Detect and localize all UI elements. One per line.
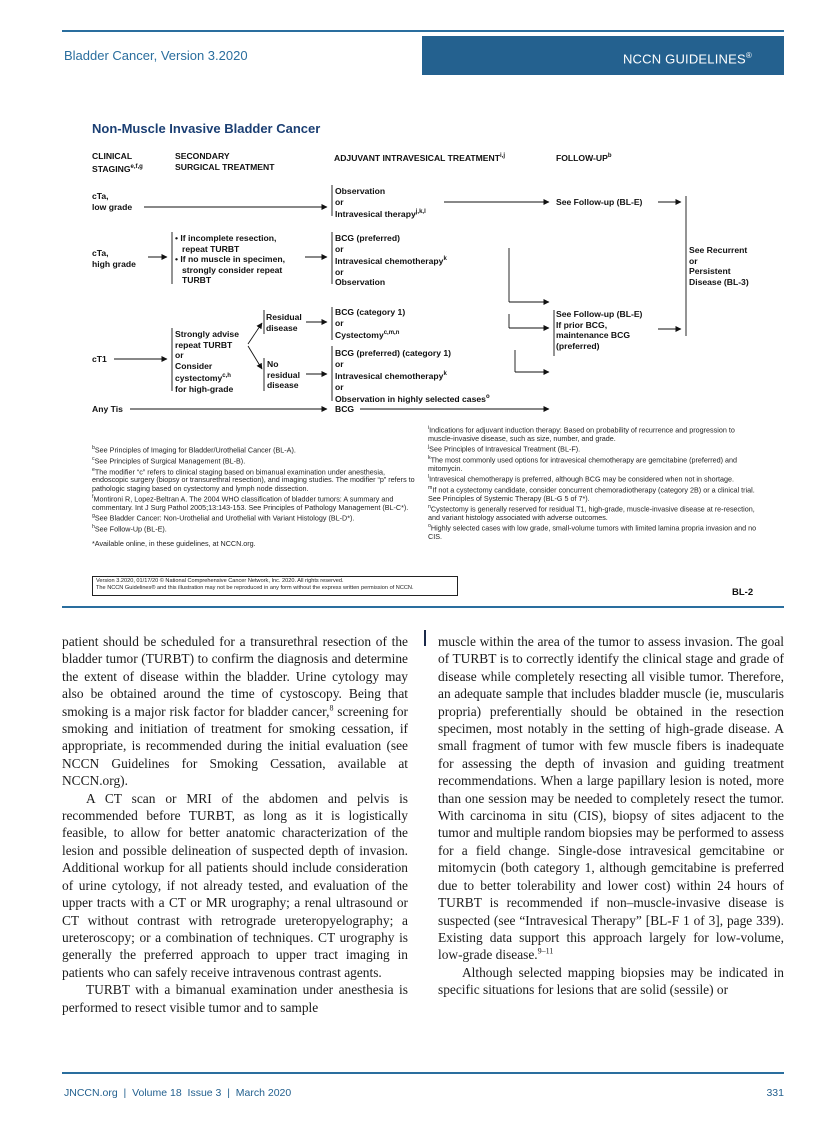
body-text: patient should be scheduled for a transurethral resection of the bladder tumor (TURBT) to confirm the diagnosis and determine the extent of disease within the bladder. Urine cytology may also be obtained around the time of cystoscopy. Being that smoking is a major risk factor for bladder cancer, xyxy=(62,634,408,719)
ct1-cystectomy-text: cystectomy xyxy=(175,373,223,384)
highgrade-secondary-line4: strongly consider repeat xyxy=(182,264,283,275)
figure-title: Non-Muscle Invasive Bladder Cancer xyxy=(92,121,321,136)
header-adjuvant xyxy=(334,151,505,163)
header-followup xyxy=(556,151,612,163)
registered-mark: ® xyxy=(745,51,752,60)
ct1-secondary-line5 xyxy=(175,371,239,383)
footnote-mark: b xyxy=(92,445,95,451)
footnote xyxy=(92,512,422,523)
footnote-text: See Principles of Surgical Management (BL-B). xyxy=(94,456,246,466)
footer-rule xyxy=(62,1072,784,1074)
no-residual-intravesical xyxy=(335,369,490,381)
followup-ct1-line2: If prior BCG, xyxy=(556,319,608,330)
lowgrade-observation: Observation xyxy=(335,186,386,196)
footnote xyxy=(428,473,758,484)
residual-cystectomy-text: Cystectomy xyxy=(335,330,384,341)
header-clinical-line2 xyxy=(92,162,143,174)
stage-cta-high-line1: cTa, xyxy=(92,248,109,258)
footnote-mark: k xyxy=(428,455,431,461)
residual-cystectomy-sup: c,m,n xyxy=(383,330,400,337)
lowgrade-or: or xyxy=(335,196,344,207)
footnote-text: The modifier “c” refers to clinical staging based on bimanual examination under anesthesia, endoscopic surgery (biopsy or transurethral resection), and imaging studies. The modifier “p” refers to pathologic staging based on cystectomy and lymph node dissection. xyxy=(92,466,415,493)
residual-adjuvant-options xyxy=(335,307,405,341)
line-to-residual xyxy=(248,323,262,344)
version-box xyxy=(92,576,458,596)
footnote-text: Intravesical chemotherapy is preferred, although BCG may be considered when not in shortage. xyxy=(429,474,734,484)
followup-ct1-line1: See Follow-up (BL-E) xyxy=(556,309,643,319)
no-residual-line3: disease xyxy=(267,380,299,391)
ct1-secondary-line3: or xyxy=(175,350,184,361)
footer-citation: JNCCN.org | Volume 18 Issue 3 | March 2020 xyxy=(64,1087,292,1099)
no-residual-bcg: BCG (preferred) (category 1) xyxy=(335,348,452,358)
footnote-mark: f xyxy=(92,494,94,501)
footnote xyxy=(428,503,758,522)
footnote-text: If not a cystectomy candidate, consider concurrent chemoradiotherapy (category 2B) or a clinical trial. See Principles of Systemic Therapy (BL-G 5 of 7*). xyxy=(428,485,755,503)
footnote xyxy=(92,455,422,466)
header-clinical-staging xyxy=(92,151,143,174)
no-residual-adjuvant-options xyxy=(335,348,490,405)
highgrade-bcg: BCG (preferred) xyxy=(335,233,400,243)
highgrade-or-2: or xyxy=(335,266,344,277)
highgrade-secondary-line3: • If no muscle in specimen, xyxy=(175,254,285,265)
ct1-secondary-line2: repeat TURBT xyxy=(175,339,233,350)
residual-cystectomy xyxy=(335,328,405,340)
no-residual-observation-sup: o xyxy=(485,394,490,401)
footnote-mark: h xyxy=(92,524,95,531)
residual-line1: Residual xyxy=(266,312,302,322)
highgrade-intravesical-sup: k xyxy=(443,256,447,263)
highgrade-intravesical-text: Intravesical chemotherapy xyxy=(335,256,444,267)
highgrade-secondary-line2: repeat TURBT xyxy=(182,243,240,254)
followup-ct1-line4: (preferred) xyxy=(556,340,600,351)
recurrent-line4: Disease (BL-3) xyxy=(689,276,749,287)
ct1-secondary xyxy=(175,329,239,394)
ct1-secondary-line6: for high-grade xyxy=(175,383,234,394)
no-residual-observation xyxy=(335,392,490,404)
body-text: muscle within the area of the tumor to assess invasion. The goal of TURBT is to correctly identify the clinical stage and grade of disease while completely resecting all visible tumor. Therefore, an adequate sample that includes bladder muscle (ie, muscularis propria) preferentially should be obtained in the resection specimen, most notably in the setting of high-grade disease. A small fragment of tumor with few muscle fibers is inadequate for assessing the depth of invasion and guiding treatment recommendations. When a large papillary lesion is noted, more than one session may be needed to completely resect the tumor. With carcinoma in situ (CIS), biopsy of sites adjacent to the tumor and multiple random biopsies may be performed to assess for a field change. Single-dose intravesical gemcitabine or mitomycin (both category 1, although gemcitabine is preferred due to better tolerability and lower cost) within 24 hours of TURBT is recommended if non–muscle-invasive disease is suspected (see “Intravesical Therapy” [BL-F 1 of 3], page 339). Existing data support this approach largely for low-volume, low-grade disease. xyxy=(438,634,784,963)
page-code: BL-2 xyxy=(732,587,754,598)
footnote-mark: g xyxy=(92,513,95,520)
followup-ct1 xyxy=(556,309,642,351)
header-clinical-line1: CLINICAL xyxy=(92,151,133,161)
footnote-text: Highly selected cases with low grade, small-volume tumors with limited lamina propria invasion and no CIS. xyxy=(428,523,757,542)
running-title: Bladder Cancer, Version 3.2020 xyxy=(64,48,248,63)
footnotes-right xyxy=(428,424,758,542)
body-paragraph xyxy=(438,633,784,964)
header-secondary-line2: SURGICAL TREATMENT xyxy=(175,161,275,172)
stage-cta-low xyxy=(92,191,132,212)
footnote-text: See Bladder Cancer: Non-Urothelial and Urothelial with Variant Histology (BL-D*). xyxy=(94,513,355,523)
stage-ct1: cT1 xyxy=(92,354,107,364)
ct1-cystectomy-sup: c,h xyxy=(222,373,231,380)
highgrade-secondary-line1: • If incomplete resection, xyxy=(175,233,277,243)
header-secondary-surgical xyxy=(175,151,274,172)
available-online-note: *Available online, in these guidelines, at NCCN.org. xyxy=(92,539,256,548)
header-followup-sup: b xyxy=(607,153,612,159)
citation-ref: 8 xyxy=(329,703,334,713)
guidelines-label: NCCN GUIDELINES xyxy=(622,51,746,67)
footnote-mark: m xyxy=(428,485,433,491)
footnote-text: The most commonly used options for intravesical chemotherapy are gemcitabine (preferred) and mitomycin. xyxy=(428,455,738,473)
body-paragraph: A CT scan or MRI of the abdomen and pelvis is recommended before TURBT, as long as it is logistically feasible, to allow for better anatomic characterization of the lesion and possible delineation of suspected depth of invasion. Additional workup for all patients should include consideration of urine cytology, if not already tested, and evaluation of the upper tracts with a CT or MR urography; a renal ultrasound or CT without contrast with retrograde ureteropyelography; a ureteroscopy; or a combination of techniques. CT urography is generally the preferred approach to upper tract imaging in patients who can safely receive intravenous contrast agents. xyxy=(62,790,408,980)
footnote-text: See Principles of Intravesical Treatment (BL-F). xyxy=(429,444,581,454)
figure-bottom-rule xyxy=(62,606,784,608)
ct1-secondary-line1: Strongly advise xyxy=(175,329,239,339)
footnote xyxy=(428,484,758,503)
recurrent-line2: or xyxy=(689,255,698,266)
citation-ref: 9–11 xyxy=(537,946,554,956)
no-residual-line1: No xyxy=(267,359,279,369)
footnote-mark: l xyxy=(428,474,430,481)
footnote xyxy=(428,443,758,454)
stage-cta-high xyxy=(92,248,136,269)
footnote-text: See Principles of Imaging for Bladder/Urothelial Cancer (BL-A). xyxy=(94,445,296,455)
residual-line2: disease xyxy=(266,322,298,333)
footnotes-left xyxy=(92,444,422,548)
header-clinical-text: STAGING xyxy=(92,163,131,174)
no-residual-or-2: or xyxy=(335,381,344,392)
line-to-no-residual xyxy=(248,346,262,369)
footnote-mark: c xyxy=(92,455,95,462)
stage-cta-low-line2: low grade xyxy=(92,201,133,212)
residual-or: or xyxy=(335,317,344,328)
lowgrade-intravesical-sup: j,k,l xyxy=(415,209,426,216)
residual-bcg: BCG (category 1) xyxy=(335,307,406,317)
no-residual-intravesical-sup: k xyxy=(443,371,447,378)
column-marker xyxy=(424,630,426,646)
header-followup-text: FOLLOW-UP xyxy=(556,152,608,163)
no-residual-or-1: or xyxy=(335,358,344,369)
footnote-text: See Follow-Up (BL-E). xyxy=(94,524,167,534)
footnote xyxy=(428,522,758,541)
page-number: 331 xyxy=(766,1087,784,1099)
tis-bcg: BCG xyxy=(335,404,355,414)
lowgrade-intravesical xyxy=(335,207,426,219)
residual-disease xyxy=(266,312,302,333)
highgrade-observation: Observation xyxy=(335,277,386,288)
body-text: screening for smoking and initiation of treatment for smoking cessation, if appropriate, is recommended during the initial evaluation (see NCCN Guidelines for Smoking Cessation, available at NCCN.org). xyxy=(62,703,408,789)
header-adjuvant-sup: i,j xyxy=(500,153,506,159)
no-residual-line2: residual xyxy=(267,369,300,380)
highgrade-secondary-line5: TURBT xyxy=(182,275,212,286)
header-adjuvant-text: ADJUVANT INTRAVESICAL TREATMENT xyxy=(334,152,500,163)
footnote xyxy=(428,424,758,443)
header-secondary-line1: SECONDARY xyxy=(175,151,230,161)
followup-low: See Follow-up (BL-E) xyxy=(556,197,643,207)
footnote-mark: o xyxy=(428,523,431,530)
recurrent-line3: Persistent xyxy=(689,266,731,277)
no-residual-disease xyxy=(267,359,300,391)
footnote-mark: j xyxy=(428,444,430,451)
body-paragraph: Although selected mapping biopsies may be indicated in specific situations for lesions that are solid (sessile) or xyxy=(438,964,784,998)
highgrade-or-1: or xyxy=(335,243,344,254)
body-column-left xyxy=(62,633,408,1016)
footnote-mark: e xyxy=(92,466,95,473)
stage-any-tis: Any Tis xyxy=(92,404,123,414)
lowgrade-adjuvant-options xyxy=(335,186,426,220)
footnote xyxy=(92,493,422,512)
no-residual-observation-text: Observation in highly selected cases xyxy=(335,394,486,405)
stage-cta-high-line2: high grade xyxy=(92,258,136,269)
recurrent-line1: See Recurrent xyxy=(689,245,748,255)
body-column-right xyxy=(438,633,784,999)
copyright-line: The NCCN Guidelines® and this illustration may not be reproduced in any form without the express written permission of NCCN. xyxy=(96,585,414,592)
footnote xyxy=(92,466,422,494)
highgrade-adjuvant-options xyxy=(335,233,447,288)
footnote-mark: n xyxy=(428,504,431,511)
highgrade-intravesical xyxy=(335,254,447,266)
stage-cta-low-line1: cTa, xyxy=(92,191,109,201)
body-paragraph: TURBT with a bimanual examination under anesthesia is performed to resect visible tumor and to sample xyxy=(62,982,408,1015)
footnote xyxy=(92,523,422,534)
footnote-text: Montironi R, Lopez-Beltran A. The 2004 WHO classification of bladder tumors: A summary and commentary. Int J Surg Pathol 2005;13:143-153. See Principles of Pathology Management (BL-C*). xyxy=(92,494,409,512)
footnote xyxy=(92,444,422,455)
no-residual-intravesical-text: Intravesical chemotherapy xyxy=(335,371,444,382)
ct1-secondary-line4: Consider xyxy=(175,360,213,371)
version-line: Version 3.2020, 01/17/20 © National Comprehensive Cancer Network, Inc. 2020. All rights reserved. xyxy=(96,578,344,584)
lowgrade-intravesical-text: Intravesical therapy xyxy=(335,209,416,220)
header-clinical-sup: e,f,g xyxy=(130,163,143,170)
highgrade-secondary xyxy=(175,233,285,286)
followup-ct1-line3: maintenance BCG xyxy=(556,330,631,341)
body-paragraph xyxy=(62,633,408,790)
footnote-mark: i xyxy=(428,425,430,431)
footnote-text: Cystectomy is generally reserved for residual T1, high-grade, muscle-invasive disease at re-resection, and variant histology associated with adverse outcomes. xyxy=(428,504,755,522)
footnote-text: Indications for adjuvant induction therapy: Based on probability of recurrence and progression to muscle-invasive disease, such as size, number, and grade. xyxy=(428,425,735,443)
footnote xyxy=(428,454,758,473)
recurrent-disease xyxy=(689,245,749,287)
